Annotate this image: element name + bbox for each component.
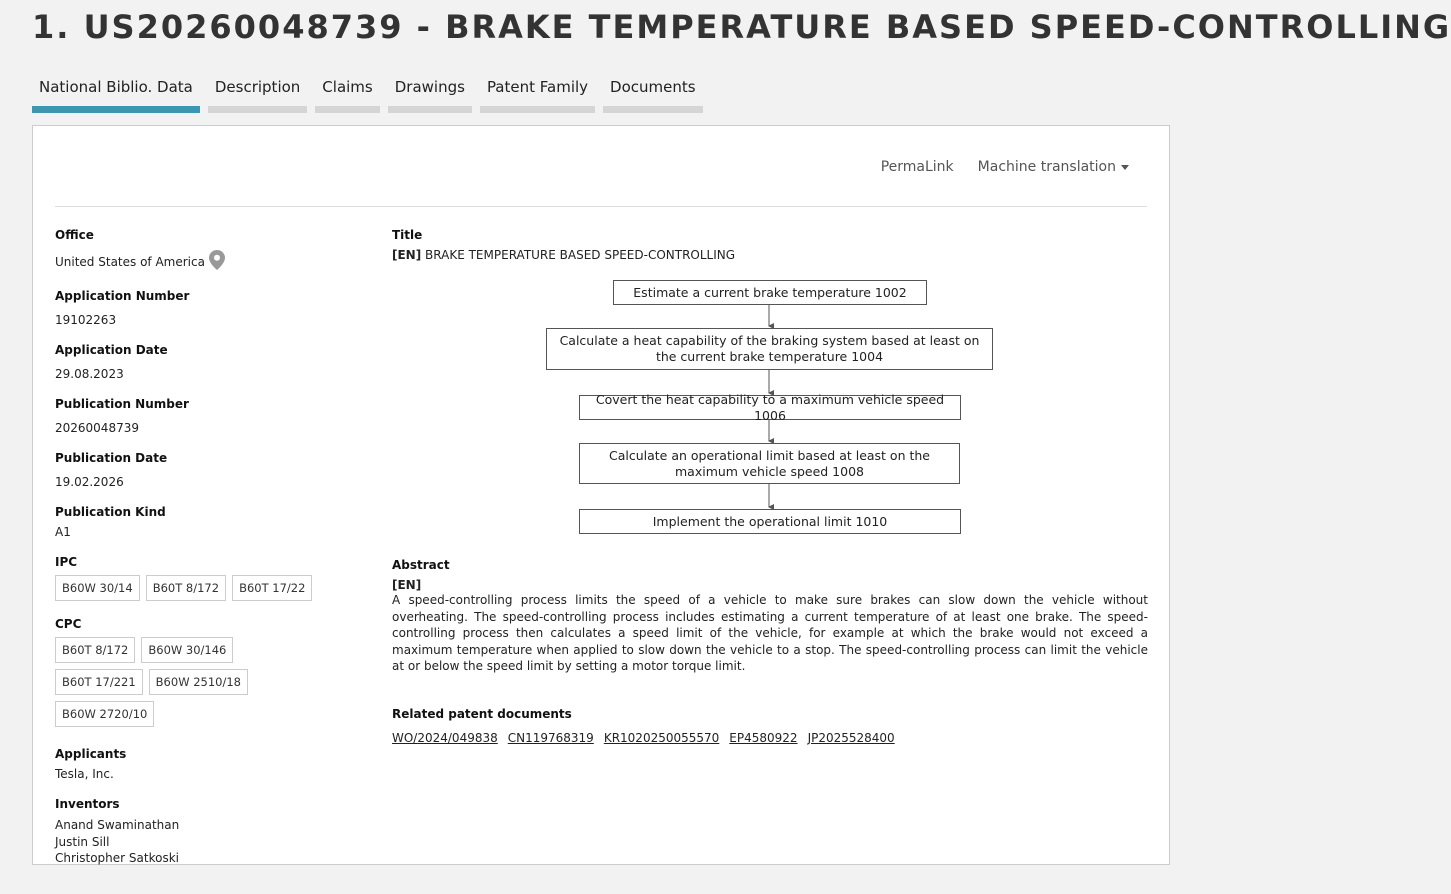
applicants-field (55, 747, 355, 781)
flow-step: Calculate an operational limit based at least on the maximum vehicle speed 1008 (579, 443, 960, 484)
cpc-field (55, 617, 355, 727)
ipc-chip[interactable]: B60T 17/22 (232, 575, 312, 601)
publication-date-field (55, 451, 355, 489)
title-row (392, 248, 1148, 262)
application-number-label: Application Number (55, 289, 190, 303)
content-panel (32, 125, 1170, 865)
title-lang: [EN] (392, 248, 422, 262)
tab-bar (32, 78, 703, 113)
inventor-name: Christopher Satkoski (55, 851, 179, 865)
cpc-label: CPC (55, 617, 82, 631)
ipc-chip[interactable]: B60W 30/14 (55, 575, 140, 601)
abstract-lang: [EN] (392, 578, 422, 592)
flow-step: Calculate a heat capability of the braking system based at least on the current brake temperature 1004 (546, 328, 993, 370)
publication-date-label: Publication Date (55, 451, 168, 465)
abstract-label: Abstract (392, 558, 450, 572)
main-column (392, 228, 1148, 745)
inventors-field (55, 797, 355, 867)
cpc-chip[interactable]: B60W 30/146 (141, 637, 233, 663)
panel-toolbar (881, 159, 1129, 175)
application-number-value: 19102263 (55, 313, 117, 327)
publication-date-value: 19.02.2026 (55, 475, 124, 489)
office-label: Office (55, 228, 94, 242)
flow-step: Implement the operational limit 1010 (579, 509, 961, 534)
related-doc-link[interactable]: WO/2024/049838 (392, 730, 498, 745)
permalink-link[interactable]: PermaLink (880, 159, 954, 175)
ipc-chips (55, 575, 315, 601)
publication-number-label: Publication Number (55, 397, 189, 411)
publication-kind-value: A1 (55, 525, 71, 539)
tab-national-biblio-data[interactable]: National Biblio. Data (32, 78, 200, 113)
flow-step: Covert the heat capability to a maximum vehicle speed 1006 (579, 395, 961, 420)
cpc-chips (55, 637, 315, 727)
title-label: Title (392, 228, 423, 242)
related-doc-link[interactable]: JP2025528400 (807, 730, 895, 745)
related-doc-link[interactable]: CN119768319 (507, 730, 594, 745)
tab-patent-family[interactable]: Patent Family (480, 78, 595, 113)
page-title: 1. US20260048739 - BRAKE TEMPERATURE BASED SPEED-CONTROLLING (32, 8, 1451, 46)
title-text: BRAKE TEMPERATURE BASED SPEED-CONTROLLING (425, 248, 736, 262)
cpc-chip[interactable]: B60W 2720/10 (55, 701, 154, 727)
office-field (55, 228, 355, 273)
tab-claims[interactable]: Claims (315, 78, 379, 113)
related-doc-link[interactable]: KR1020250055570 (603, 730, 720, 745)
office-value: United States of America (55, 255, 205, 269)
ipc-field (55, 555, 355, 601)
publication-number-field (55, 397, 355, 435)
related-links (392, 731, 1148, 745)
inventor-name: Justin Sill (55, 834, 110, 849)
map-pin-icon[interactable] (209, 250, 225, 273)
application-date-field (55, 343, 355, 381)
related-doc-link[interactable]: EP4580922 (729, 730, 798, 745)
publication-kind-field (55, 505, 355, 539)
tab-description[interactable]: Description (208, 78, 307, 113)
inventors-label: Inventors (55, 797, 120, 811)
publication-number-value: 20260048739 (55, 421, 139, 435)
flow-step: Estimate a current brake temperature 1002 (613, 280, 927, 305)
machine-translation-label: Machine translation (977, 159, 1116, 175)
office-value-row (55, 250, 355, 273)
machine-translation-dropdown[interactable] (978, 159, 1129, 175)
flowchart-drawing (392, 280, 1148, 540)
cpc-chip[interactable]: B60T 17/221 (55, 669, 143, 695)
cpc-chip[interactable]: B60T 8/172 (55, 637, 135, 663)
publication-kind-label: Publication Kind (55, 505, 166, 519)
application-date-label: Application Date (55, 343, 168, 357)
tab-drawings[interactable]: Drawings (388, 78, 472, 113)
cpc-chip[interactable]: B60W 2510/18 (149, 669, 248, 695)
ipc-label: IPC (55, 555, 78, 569)
caret-down-icon (1121, 165, 1129, 170)
applicants-label: Applicants (55, 747, 127, 761)
inventor-name: Anand Swaminathan (55, 818, 180, 832)
biblio-column (55, 228, 355, 883)
ipc-chip[interactable]: B60T 8/172 (146, 575, 226, 601)
inventors-list (55, 817, 355, 867)
applicants-value: Tesla, Inc. (55, 767, 114, 781)
tab-documents[interactable]: Documents (603, 78, 703, 113)
application-date-value: 29.08.2023 (55, 367, 124, 381)
abstract-text: A speed-controlling process limits the speed of a vehicle to make sure brakes can slow down the vehicle without overheating. The speed-controlling process includes estimating a current temperature of at least one brake. The speed-controlling process then calculates a speed limit of the vehicle, for example at which the brake would not exceed a maximum temperature when applied to slow down the vehicle to a stop. The speed-controlling process can limit the vehicle at or below the speed limit by setting a motor torque limit. (392, 593, 1148, 673)
related-label: Related patent documents (392, 706, 572, 721)
divider (55, 206, 1147, 207)
application-number-field (55, 289, 355, 327)
